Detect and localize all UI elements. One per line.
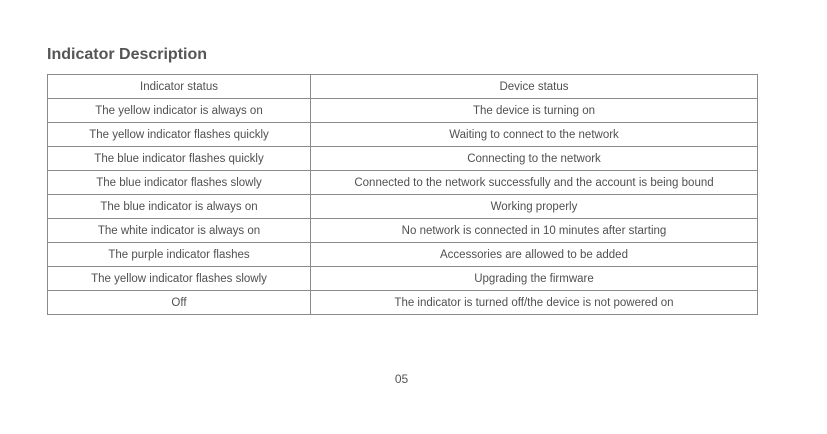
indicator-status-cell: The blue indicator flashes slowly: [48, 171, 311, 195]
section-heading: Indicator Description: [47, 46, 208, 63]
table-header-row: [48, 75, 758, 99]
device-status-cell: No network is connected in 10 minutes after starting: [311, 219, 758, 243]
device-status-cell: The device is turning on: [311, 99, 758, 123]
indicator-table: [47, 74, 758, 315]
device-status-cell: Connected to the network successfully and the account is being bound: [311, 171, 758, 195]
table-row: [48, 99, 758, 123]
device-status-cell: Accessories are allowed to be added: [311, 243, 758, 267]
device-status-cell: Connecting to the network: [311, 147, 758, 171]
header-device-status: Device status: [311, 75, 758, 99]
indicator-status-cell: The white indicator is always on: [48, 219, 311, 243]
indicator-status-cell: The blue indicator is always on: [48, 195, 311, 219]
table-row: [48, 195, 758, 219]
header-indicator-status: Indicator status: [48, 75, 311, 99]
device-status-cell: Waiting to connect to the network: [311, 123, 758, 147]
indicator-status-cell: The yellow indicator flashes slowly: [48, 267, 311, 291]
device-status-cell: Working properly: [311, 195, 758, 219]
table-row: [48, 267, 758, 291]
table-row: [48, 243, 758, 267]
table-row: [48, 291, 758, 315]
table-row: [48, 219, 758, 243]
indicator-status-cell: The yellow indicator flashes quickly: [48, 123, 311, 147]
device-status-cell: The indicator is turned off/the device is not powered on: [311, 291, 758, 315]
indicator-status-cell: The blue indicator flashes quickly: [48, 147, 311, 171]
page-number: 05: [394, 372, 409, 386]
indicator-status-cell: Off: [48, 291, 311, 315]
table-row: [48, 147, 758, 171]
table-row: [48, 171, 758, 195]
indicator-status-cell: The yellow indicator is always on: [48, 99, 311, 123]
device-status-cell: Upgrading the firmware: [311, 267, 758, 291]
indicator-status-cell: The purple indicator flashes: [48, 243, 311, 267]
table-row: [48, 123, 758, 147]
